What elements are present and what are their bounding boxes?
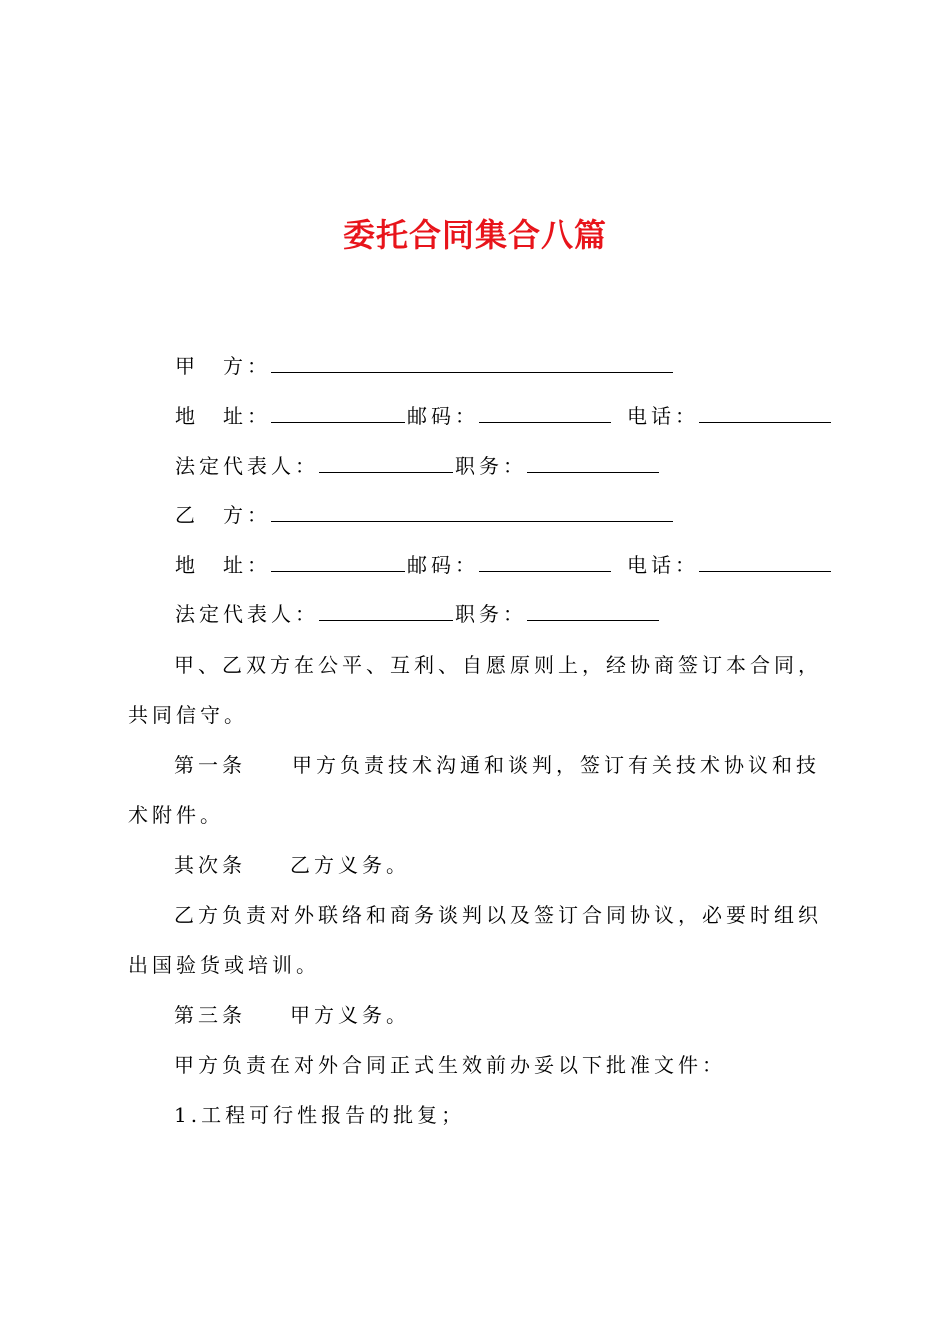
article-2-label: 其次条 <box>174 853 246 877</box>
party-a-position-blank[interactable] <box>527 454 659 473</box>
party-b-position-blank[interactable] <box>527 602 659 621</box>
party-a-name-blank[interactable] <box>271 354 673 373</box>
article-2-paragraph <box>128 840 834 890</box>
item-1: 1.工程可行性报告的批复； <box>174 1103 466 1127</box>
party-b-phone-label: 电话： <box>627 553 699 577</box>
party-b-name-blank[interactable] <box>271 503 673 522</box>
party-b-rep-label: 法定代表人： <box>175 602 319 626</box>
party-a-address-line <box>175 404 833 428</box>
party-a-address-blank[interactable] <box>271 404 405 423</box>
party-b-postcode-blank[interactable] <box>479 553 611 572</box>
party-a-postcode-blank[interactable] <box>479 404 611 423</box>
party-b-address-blank[interactable] <box>271 553 405 572</box>
party-b-name-line <box>175 503 675 527</box>
party-a-address-label: 地 址： <box>175 404 271 428</box>
article-3-body: 甲方负责在对外合同正式生效前办妥以下批准文件： <box>174 1053 726 1077</box>
party-b-address-line <box>175 553 833 577</box>
party-a-phone-blank[interactable] <box>699 404 831 423</box>
party-b-name-label: 乙 方： <box>175 503 271 527</box>
party-a-name-line <box>175 354 675 378</box>
article-3-text: 甲方义务。 <box>290 1003 410 1027</box>
party-a-rep-line <box>175 454 661 478</box>
party-a-position-label: 职务： <box>455 454 527 478</box>
article-2-body: 乙方负责对外联络和商务谈判以及签订合同协议，必要时组织出国验货或培训。 <box>128 903 822 977</box>
article-1-paragraph <box>128 740 834 840</box>
party-a-name-label: 甲 方： <box>175 354 271 378</box>
party-b-postcode-label: 邮码： <box>407 553 479 577</box>
party-b-phone-blank[interactable] <box>699 553 831 572</box>
party-b-position-label: 职务： <box>455 602 527 626</box>
article-1-label: 第一条 <box>174 753 246 777</box>
party-b-rep-blank[interactable] <box>319 602 453 621</box>
article-2-text: 乙方义务。 <box>290 853 410 877</box>
intro-paragraph: 甲、乙双方在公平、互利、自愿原则上，经协商签订本合同，共同信守。 <box>128 653 822 727</box>
party-b-address-label: 地 址： <box>175 553 271 577</box>
party-a-phone-label: 电话： <box>627 404 699 428</box>
party-b-rep-line <box>175 602 661 626</box>
party-a-rep-label: 法定代表人： <box>175 454 319 478</box>
article-3-paragraph <box>128 990 834 1040</box>
article-1-text: 甲方负责技术沟通和谈判，签订有关技术协议和技术附件。 <box>128 753 820 827</box>
party-a-rep-blank[interactable] <box>319 454 453 473</box>
article-3-label: 第三条 <box>174 1003 246 1027</box>
party-a-postcode-label: 邮码： <box>407 404 479 428</box>
document-title: 委托合同集合八篇 <box>342 216 607 254</box>
